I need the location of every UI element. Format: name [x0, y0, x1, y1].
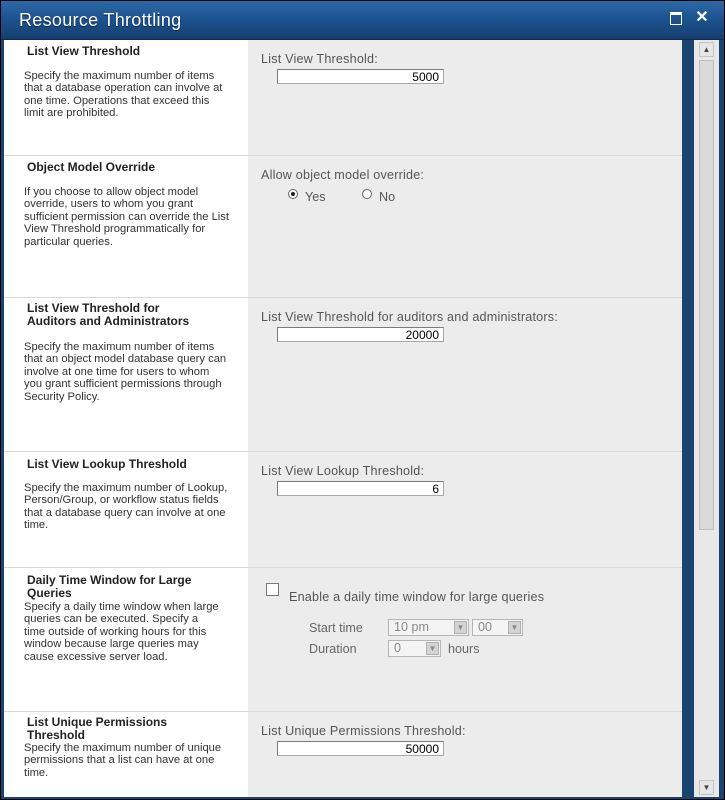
override-no-radio[interactable]: [362, 189, 372, 199]
chevron-down-icon: ▼: [426, 642, 439, 655]
dialog-title: Resource Throttling: [19, 10, 182, 30]
enable-time-window-label: Enable a daily time window for large queries: [289, 590, 545, 604]
override-yes-label: Yes: [305, 190, 326, 204]
chevron-down-icon: ▼: [508, 621, 521, 634]
maximize-icon[interactable]: [667, 9, 685, 27]
enable-time-window-checkbox[interactable]: [266, 583, 279, 596]
section-title: List View Threshold: [27, 44, 141, 58]
scrollbar-thumb[interactable]: [699, 60, 714, 530]
duration-value: 0: [394, 641, 402, 655]
auditors-threshold-input[interactable]: 20000: [277, 327, 444, 342]
start-hour-select[interactable]: [388, 619, 469, 636]
override-no-label: No: [379, 190, 396, 204]
start-time-label: Start time: [309, 621, 363, 635]
section-title: Daily Time Window for Large Queries: [27, 573, 192, 600]
unique-permissions-input[interactable]: 50000: [277, 741, 444, 756]
settings-form: [4, 40, 682, 797]
start-hour-value: 10 pm: [394, 620, 430, 634]
section-description: Specify the maximum number of Lookup, Person/Group, or workflow status fields that a database query can involve at one time.: [24, 482, 228, 532]
lookup-threshold-input[interactable]: 6: [277, 481, 444, 496]
field-label: List View Lookup Threshold:: [261, 464, 425, 478]
vertical-scrollbar[interactable]: [694, 40, 719, 797]
section-description: Specify the maximum number of unique permissions that a list can have at one time.: [24, 742, 222, 779]
scroll-down-icon[interactable]: ▼: [699, 780, 714, 795]
close-icon[interactable]: ✕: [695, 9, 709, 26]
section-description: Specify a daily time window when large queries can be executed. Specify a time outside of working hours for this window because large queries may cause excessive server load.: [24, 601, 219, 663]
start-minute-select[interactable]: [472, 619, 523, 636]
field-label: List View Threshold:: [261, 52, 378, 66]
section-object-model-override: [4, 156, 682, 298]
duration-label: Duration: [309, 642, 357, 656]
override-yes-radio[interactable]: [288, 189, 298, 199]
section-description: Specify the maximum number of items that an object model database query can involve at one time for users to whom you grant sufficient permissions through Security Policy.: [24, 341, 227, 403]
field-label: Allow object model override:: [261, 168, 425, 182]
section-description: If you choose to allow object model override, users to whom you grant sufficient permission can override the List View Threshold programmatically for particular queries.: [24, 186, 229, 248]
section-lookup-threshold: [4, 452, 682, 568]
hours-label: hours: [448, 642, 480, 656]
title-bar: [1, 1, 724, 40]
section-auditors-threshold: [4, 298, 682, 452]
field-label: List Unique Permissions Threshold:: [261, 724, 466, 738]
field-label: List View Threshold for auditors and administrators:: [261, 310, 558, 324]
chevron-down-icon: ▼: [454, 621, 467, 634]
section-description: Specify the maximum number of items that a database operation can involve at one time. Operations that exceed this limit are prohibited.: [24, 70, 223, 120]
section-list-view-threshold: [4, 40, 682, 156]
section-title: List Unique Permissions Threshold: [27, 715, 168, 742]
section-title: List View Threshold for Auditors and Administrators: [27, 301, 190, 328]
scroll-up-icon[interactable]: ▲: [699, 42, 714, 57]
start-minute-value: 00: [478, 620, 493, 634]
section-unique-permissions: [4, 712, 682, 797]
section-daily-time-window: [4, 568, 682, 712]
section-title: Object Model Override: [27, 160, 156, 174]
duration-select[interactable]: [388, 640, 441, 657]
section-title: List View Lookup Threshold: [27, 457, 187, 471]
list-view-threshold-input[interactable]: 5000: [277, 69, 444, 84]
